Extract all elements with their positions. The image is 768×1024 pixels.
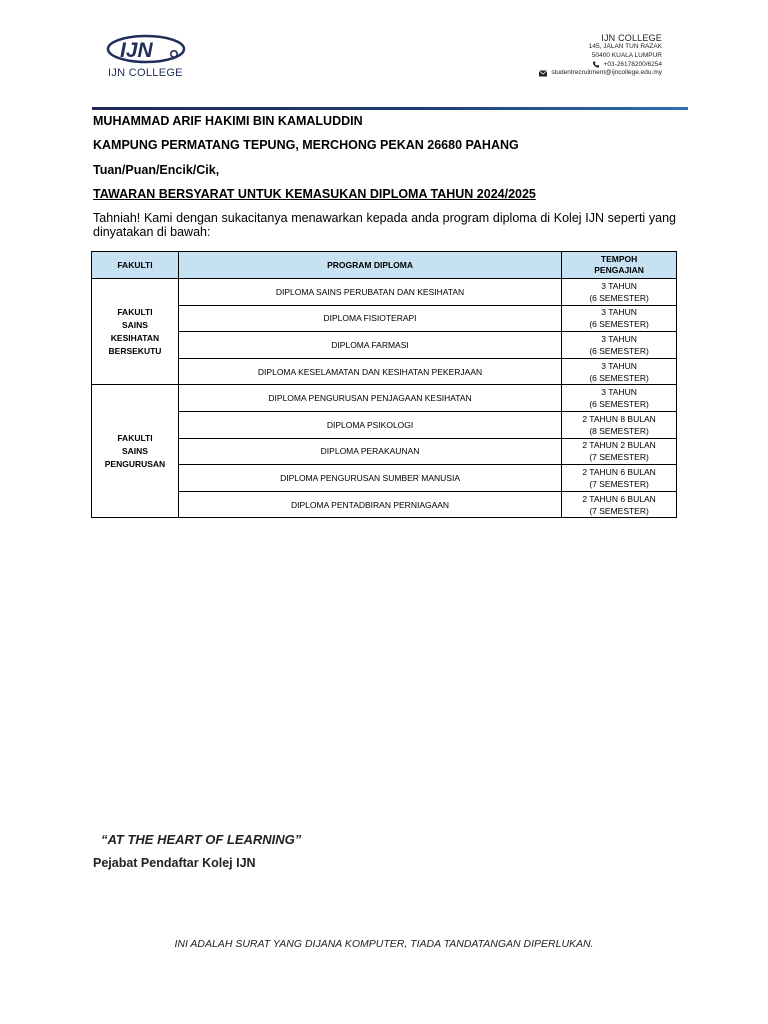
program-name: DIPLOMA PENGURUSAN PENJAGAAN KESIHATAN bbox=[178, 385, 561, 412]
table-row bbox=[92, 358, 677, 385]
program-name: DIPLOMA KESELAMATAN DAN KESIHATAN PEKERJAAN bbox=[178, 358, 561, 385]
table-header-row bbox=[92, 252, 677, 279]
phone-row bbox=[539, 61, 662, 70]
salutation: Tuan/Puan/Encik/Cik, bbox=[93, 163, 220, 177]
table-row bbox=[92, 385, 677, 412]
table-row bbox=[92, 411, 677, 438]
table-row bbox=[92, 279, 677, 306]
email-address[interactable]: studentrecruitment@ijncollege.edu.my bbox=[551, 69, 662, 77]
program-name: DIPLOMA PSIKOLOGI bbox=[178, 411, 561, 438]
table-row bbox=[92, 491, 677, 518]
address-line-1: 145, JALAN TUN RAZAK bbox=[588, 43, 662, 50]
header-program: PROGRAM DIPLOMA bbox=[178, 252, 561, 279]
logo-wordmark: IJN COLLEGE bbox=[108, 67, 183, 79]
svg-text:IJN: IJN bbox=[120, 39, 153, 62]
header-faculty: FAKULTI bbox=[92, 252, 179, 279]
intro-paragraph: Tahniah! Kami dengan sukacitanya menawarkan kepada anda program diploma di Kolej IJN seperti yang dinyatakan di bawah: bbox=[93, 211, 676, 239]
program-name: DIPLOMA PENTADBIRAN PERNIAGAAN bbox=[178, 491, 561, 518]
contact-block bbox=[539, 33, 662, 78]
program-duration: 3 TAHUN (6 SEMESTER) bbox=[562, 385, 677, 412]
program-name: DIPLOMA PENGURUSAN SUMBER MANUSIA bbox=[178, 465, 561, 492]
computer-generated-note: INI ADALAH SURAT YANG DIJANA KOMPUTER, TIADA TANDATANGAN DIPERLUKAN. bbox=[174, 938, 594, 950]
faculty-cell: FAKULTI SAINS KESIHATAN BERSEKUTU bbox=[92, 279, 179, 385]
program-duration: 3 TAHUN (6 SEMESTER) bbox=[562, 279, 677, 306]
motto: “AT THE HEART OF LEARNING” bbox=[101, 832, 302, 847]
recipient-address: KAMPUNG PERMATANG TEPUNG, MERCHONG PEKAN 26680 PAHANG bbox=[93, 138, 519, 152]
phone-icon bbox=[592, 61, 600, 68]
program-duration: 2 TAHUN 2 BULAN (7 SEMESTER) bbox=[562, 438, 677, 465]
faculty-cell: FAKULTI SAINS PENGURUSAN bbox=[92, 385, 179, 518]
registrar-office: Pejabat Pendaftar Kolej IJN bbox=[93, 856, 256, 870]
program-name: DIPLOMA SAINS PERUBATAN DAN KESIHATAN bbox=[178, 279, 561, 306]
address-line-2: 50400 KUALA LUMPUR bbox=[591, 51, 662, 59]
table-row bbox=[92, 438, 677, 465]
program-duration: 3 TAHUN (6 SEMESTER) bbox=[562, 305, 677, 332]
program-duration: 2 TAHUN 6 BULAN (7 SEMESTER) bbox=[562, 465, 677, 492]
header-divider bbox=[92, 107, 688, 110]
program-duration: 2 TAHUN 8 BULAN (8 SEMESTER) bbox=[562, 411, 677, 438]
header-duration: TEMPOH PENGAJIAN bbox=[562, 252, 677, 279]
table-row bbox=[92, 465, 677, 492]
program-name: DIPLOMA FISIOTERAPI bbox=[178, 305, 561, 332]
college-name: IJN COLLEGE bbox=[601, 33, 662, 43]
mail-icon bbox=[539, 70, 547, 77]
table-row bbox=[92, 305, 677, 332]
phone-number: +03-26178200/6254 bbox=[603, 60, 662, 68]
recipient-name: MUHAMMAD ARIF HAKIMI BIN KAMALUDDIN bbox=[93, 114, 363, 128]
table-row bbox=[92, 332, 677, 359]
program-name: DIPLOMA PERAKAUNAN bbox=[178, 438, 561, 465]
program-duration: 2 TAHUN 6 BULAN (7 SEMESTER) bbox=[562, 491, 677, 518]
program-duration: 3 TAHUN (6 SEMESTER) bbox=[562, 358, 677, 385]
program-duration: 3 TAHUN (6 SEMESTER) bbox=[562, 332, 677, 359]
program-name: DIPLOMA FARMASI bbox=[178, 332, 561, 359]
email-row bbox=[539, 69, 662, 78]
offer-subject: TAWARAN BERSYARAT UNTUK KEMASUKAN DIPLOMA TAHUN 2024/2025 bbox=[93, 187, 536, 201]
program-table bbox=[91, 251, 677, 518]
